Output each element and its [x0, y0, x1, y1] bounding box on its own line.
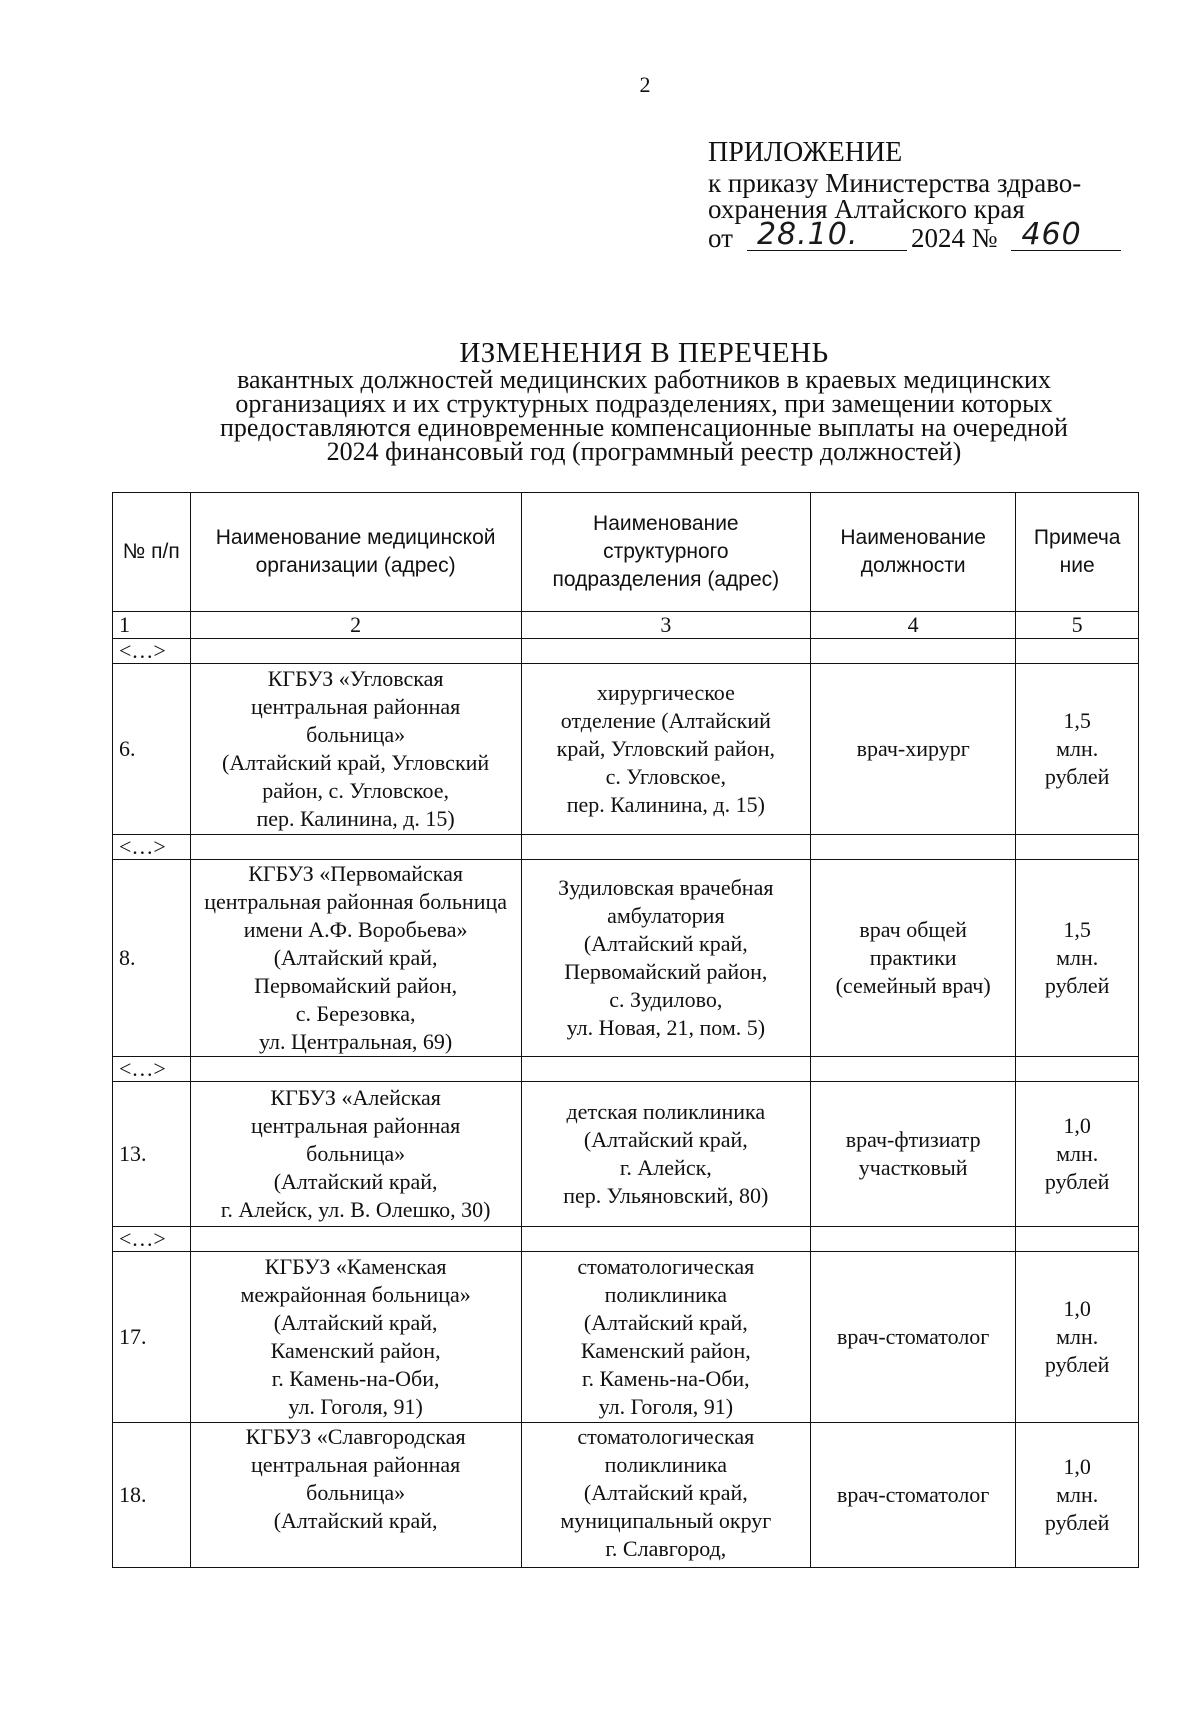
note-cell [1016, 1252, 1139, 1423]
note-cell-line: млн. [1056, 1324, 1099, 1349]
position-cell [810, 1082, 1015, 1227]
empty-cell [1016, 835, 1139, 860]
organization-cell [190, 1082, 521, 1227]
empty-cell [190, 639, 521, 664]
unit-cell [521, 1423, 810, 1568]
organization-cell-line: КГБУЗ «Угловская [267, 666, 444, 691]
omitted-marker: <…> [113, 639, 191, 664]
row-number [113, 860, 191, 1057]
column-index: 1 [113, 612, 191, 639]
note-cell-line: млн. [1056, 1482, 1099, 1507]
header-position-line: Наименование [840, 526, 986, 549]
organization-cell-line: (Алтайский край, [273, 1508, 438, 1533]
header-unit-line: структурного [603, 540, 729, 563]
unit-cell-line: с. Угловское, [605, 764, 727, 789]
organization-cell-line: г. Камень-на-Оби, [271, 1366, 440, 1391]
empty-cell [1016, 1057, 1139, 1082]
unit-cell-line: Зудиловская врачебная [558, 875, 774, 900]
row-number [113, 1252, 191, 1423]
organization-cell [190, 1423, 521, 1568]
empty-cell [810, 1057, 1015, 1082]
organization-cell-line: имени А.Ф. Воробьева» [243, 917, 468, 942]
empty-cell [190, 1227, 521, 1252]
header-unit-line: Наименование [593, 512, 739, 535]
unit-cell-line: (Алтайский край, [583, 1127, 748, 1152]
empty-cell [810, 835, 1015, 860]
omitted-rows-marker [113, 639, 1139, 664]
unit-cell-line: ул. Гоголя, 91) [598, 1394, 734, 1419]
organization-cell-line: больница» [306, 1141, 406, 1166]
organization-cell [190, 1252, 521, 1423]
empty-cell [810, 1227, 1015, 1252]
header-note-line: ние [1059, 554, 1095, 577]
organization-cell-line: КГБУЗ «Каменская [264, 1254, 447, 1279]
position-cell-line: (семейный врач) [835, 973, 991, 998]
document-title-sub [178, 365, 1110, 466]
organization-cell-line: ул. Центральная, 69) [258, 1029, 453, 1054]
unit-cell-line: г. Камень-на-Оби, [581, 1366, 750, 1391]
unit-cell-line: пер. Калинина, д. 15) [566, 792, 765, 817]
organization-cell-line: г. Алейск, ул. В. Олешко, 30) [220, 1197, 491, 1222]
column-index: 5 [1016, 612, 1139, 639]
note-cell-line: млн. [1056, 736, 1099, 761]
appendix-signature-row [708, 217, 1148, 253]
column-index-row [113, 612, 1139, 639]
unit-cell-line: г. Славгород, [605, 1536, 727, 1561]
note-cell-line: млн. [1056, 945, 1099, 970]
unit-cell [521, 860, 810, 1057]
table-row [113, 860, 1139, 1057]
omitted-rows-marker [113, 1227, 1139, 1252]
unit-cell-line: (Алтайский край, [583, 1480, 748, 1505]
header-organization-line: организации (адрес) [255, 554, 456, 577]
unit-cell-line: Каменский район, [580, 1338, 751, 1363]
unit-cell [521, 1082, 810, 1227]
organization-cell-line: пер. Калинина, д. 15) [256, 806, 455, 831]
organization-cell-line: межрайонная больница» [240, 1282, 471, 1307]
header-position [810, 493, 1015, 612]
header-note-line: Примеча [1033, 526, 1121, 549]
order-number-field [1011, 217, 1121, 252]
positions-table [112, 492, 1139, 1568]
unit-cell-line: г. Алейск, [619, 1155, 712, 1180]
table-row [113, 1082, 1139, 1227]
organization-cell [190, 860, 521, 1057]
note-cell-line: 1,0 [1063, 1296, 1091, 1321]
position-cell-line: врач-хирург [856, 736, 970, 761]
unit-cell-line: (Алтайский край, [583, 931, 748, 956]
position-cell [810, 664, 1015, 835]
row-number-line: 18. [119, 1482, 147, 1507]
organization-cell-line: центральная районная [250, 694, 461, 719]
title-sub-line: предоставляются единовременные компенсационные выплаты на очередной [220, 413, 1068, 442]
note-cell-line: рублей [1044, 1352, 1110, 1377]
unit-cell-line: с. Зудилово, [609, 987, 723, 1012]
empty-cell [521, 1227, 810, 1252]
row-number-line: 17. [119, 1324, 147, 1349]
header-organization-line: Наименование медицинской [215, 526, 496, 549]
unit-cell-line: муниципальный округ [560, 1508, 772, 1533]
unit-cell-line: отделение (Алтайский [560, 708, 771, 733]
unit-cell-line: ул. Новая, 21, пом. 5) [566, 1015, 766, 1040]
document-title-main: ИЗМЕНЕНИЯ В ПЕРЕЧЕНЬ [459, 337, 829, 369]
organization-cell-line: КГБУЗ «Славгородская [245, 1424, 466, 1449]
organization-cell-line: центральная районная больница [204, 889, 508, 914]
unit-cell-line: Первомайский район, [564, 959, 768, 984]
note-cell-line: рублей [1044, 1169, 1110, 1194]
empty-cell [810, 639, 1015, 664]
empty-cell [1016, 1227, 1139, 1252]
title-sub-line: организациях и их структурных подразделениях, при замещении которых [235, 389, 1053, 418]
position-cell-line: врач-фтизиатр [845, 1127, 981, 1152]
position-cell-line: практики [869, 945, 957, 970]
unit-cell-line: пер. Ульяновский, 80) [563, 1183, 769, 1208]
unit-cell-line: хирургическое [596, 680, 735, 705]
row-number-line: 6. [119, 736, 136, 761]
row-number-line: 8. [119, 945, 136, 970]
note-cell [1016, 1082, 1139, 1227]
order-date-handwritten: 28.10. [756, 217, 859, 252]
organization-cell-line: (Алтайский край, [273, 945, 438, 970]
organization-cell-line: центральная районная [250, 1113, 461, 1138]
table-header-row [113, 493, 1139, 612]
appendix-line-2: охранения Алтайского края [708, 194, 1025, 224]
unit-cell-line: амбулатория [607, 903, 725, 928]
note-cell-line: 1,5 [1063, 917, 1091, 942]
appendix-block [708, 137, 1148, 253]
note-cell-line: рублей [1044, 973, 1110, 998]
unit-cell [521, 1252, 810, 1423]
row-number-line: 13. [119, 1141, 147, 1166]
empty-cell [521, 835, 810, 860]
organization-cell-line: КГБУЗ «Алейская [270, 1085, 441, 1110]
empty-cell [521, 1057, 810, 1082]
position-cell-line: врач-стоматолог [836, 1324, 990, 1349]
note-cell-line: 1,0 [1063, 1454, 1091, 1479]
document-title [178, 338, 1110, 464]
position-cell-line: врач общей [859, 917, 967, 942]
position-cell [810, 1252, 1015, 1423]
organization-cell-line: центральная районная [250, 1452, 461, 1477]
note-cell-line: 1,5 [1063, 708, 1091, 733]
appendix-from-label: от [708, 223, 733, 253]
empty-cell [190, 1057, 521, 1082]
order-date-field [747, 217, 907, 252]
header-note [1016, 493, 1139, 612]
organization-cell-line: Первомайский район, [254, 973, 458, 998]
header-organization [190, 493, 521, 612]
row-number [113, 1423, 191, 1568]
organization-cell-line: район, с. Угловское, [262, 778, 449, 803]
empty-cell [190, 835, 521, 860]
organization-cell-line: с. Березовка, [295, 1001, 416, 1026]
note-cell-line: рублей [1044, 1510, 1110, 1535]
appendix-title: ПРИЛОЖЕНИЕ [708, 137, 903, 168]
organization-cell-line: КГБУЗ «Первомайская [248, 861, 464, 886]
position-cell [810, 860, 1015, 1057]
note-cell [1016, 860, 1139, 1057]
omitted-rows-marker [113, 1057, 1139, 1082]
position-cell [810, 1423, 1015, 1568]
unit-cell [521, 664, 810, 835]
organization-cell-line: ул. Гоголя, 91) [288, 1394, 423, 1419]
header-position-line: должности [860, 554, 966, 577]
position-cell-line: участковый [858, 1155, 968, 1180]
omitted-marker: <…> [113, 1057, 191, 1082]
column-index: 2 [190, 612, 521, 639]
organization-cell-line: (Алтайский край, Угловский [222, 750, 490, 775]
note-cell [1016, 1423, 1139, 1568]
empty-cell [521, 639, 810, 664]
appendix-line-1: к приказу Министерства здраво- [708, 168, 1082, 198]
organization-cell [190, 664, 521, 835]
organization-cell-line: (Алтайский край, [273, 1169, 438, 1194]
unit-cell-line: (Алтайский край, [583, 1310, 748, 1335]
order-number-handwritten: 460 [1021, 217, 1082, 252]
header-unit [521, 493, 810, 612]
organization-cell-line: больница» [306, 1480, 406, 1505]
unit-cell-line: край, Угловский район, [556, 736, 775, 761]
title-sub-line: вакантных должностей медицинских работников в краевых медицинских [237, 365, 1051, 394]
omitted-rows-marker [113, 835, 1139, 860]
unit-cell-line: стоматологическая [577, 1424, 755, 1449]
table-row [113, 1423, 1139, 1568]
row-number [113, 664, 191, 835]
organization-cell-line: Каменский район, [270, 1338, 441, 1363]
empty-cell [1016, 639, 1139, 664]
unit-cell-line: поликлиника [604, 1452, 727, 1477]
table-body [113, 612, 1139, 1568]
note-cell-line: рублей [1044, 764, 1110, 789]
unit-cell-line: детская поликлиника [566, 1099, 766, 1124]
page-number: 2 [639, 72, 651, 97]
organization-cell-line: больница» [306, 722, 406, 747]
note-cell-line: 1,0 [1063, 1113, 1091, 1138]
unit-cell-line: стоматологическая [577, 1254, 755, 1279]
title-sub-line: 2024 финансовый год (программный реестр должностей) [326, 437, 962, 466]
header-unit-line: подразделения (адрес) [552, 568, 780, 591]
row-number [113, 1082, 191, 1227]
table-row [113, 1252, 1139, 1423]
header-number: № п/п [113, 493, 191, 612]
column-index: 3 [521, 612, 810, 639]
appendix-year-label: 2024 № [910, 223, 998, 253]
note-cell-line: млн. [1056, 1141, 1099, 1166]
unit-cell-line: поликлиника [604, 1282, 727, 1307]
position-cell-line: врач-стоматолог [836, 1482, 990, 1507]
note-cell [1016, 664, 1139, 835]
table-row [113, 664, 1139, 835]
organization-cell-line: (Алтайский край, [273, 1310, 438, 1335]
column-index: 4 [810, 612, 1015, 639]
omitted-marker: <…> [113, 835, 191, 860]
omitted-marker: <…> [113, 1227, 191, 1252]
